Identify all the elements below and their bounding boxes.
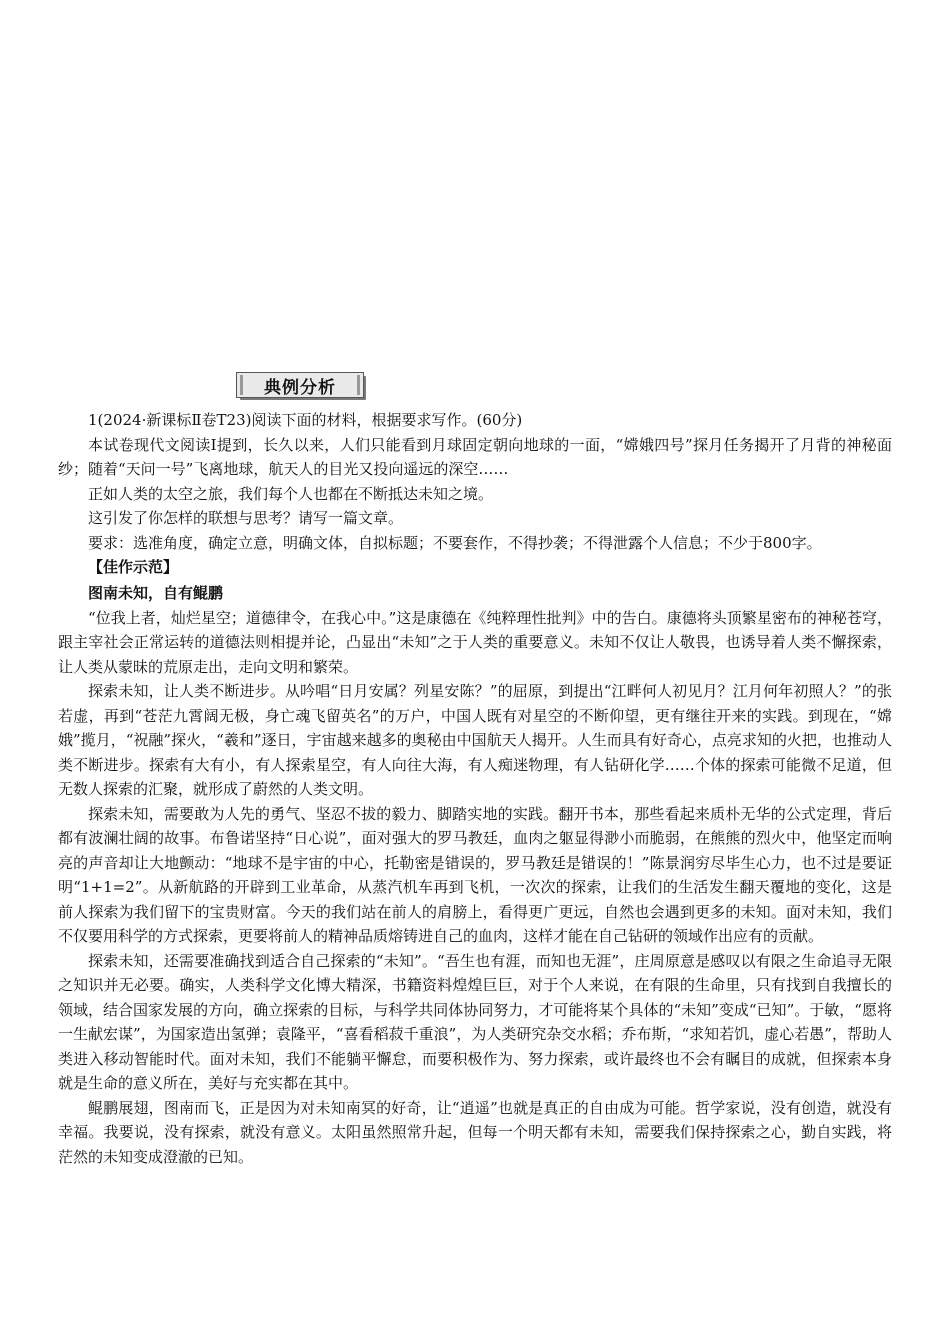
section-tag bbox=[236, 372, 370, 402]
essay-paragraph: “位我上者，灿烂星空；道德律令，在我心中。”这是康德在《纯粹理性批判》中的告白。康德将头顶繁星密布的神秘苍穹，跟主宰社会正常运转的道德法则相提并论，凸显出“未知”之于人类的重要意义。未知不仅让人敬畏，也诱导着人类不懈探索，让人类从蒙昧的荒原走出，走向文明和繁荣。 bbox=[58, 608, 892, 676]
essay-paragraph: 探索未知，还需要准确找到适合自己探索的“未知”。“吾生也有涯，而知也无涯”，庄周原意是感叹以有限之生命追寻无限之知识并无必要。确实，人类科学文化博大精深，书籍资料煌煌巨巨，对于个人来说，在有限的生命里，只有找到自我擅长的领域，结合国家发展的方向，确立探索的目标，与科学共同体协同努力，才可能将某个具体的“未知”变成“已知”。于敏，“愿将一生献宏谋”，为国家造出氢弹；袁隆平，“喜看稻菽千重浪”，为人类研究杂交水稻；乔布斯，“求知若饥，虚心若愚”，帮助人类进入移动智能时代。面对未知，我们不能躺平懈怠，而要积极作为、努力探索，或许最终也不会有瞩目的成就，但探索本身就是生命的意义所在，美好与充实都在其中。 bbox=[58, 951, 892, 1092]
sample-label: 【佳作示范】 bbox=[88, 558, 179, 576]
essay-paragraph: 探索未知，让人类不断进步。从吟唱“日月安属？列星安陈？”的屈原，到提出“江畔何人初见月？江月何年初照人？”的张若虚，再到“苍茫九霄阔无极，身亡魂飞留英名”的万户，中国人既有对星空的不断仰望，更有继往开来的实践。到现在，“嫦娥”揽月，“祝融”探火，“羲和”逐日，宇宙越来越多的奥秘由中国航天人揭开。人生而具有好奇心，点亮求知的火把，也推动人类不断进步。探索有大有小，有人探索星空，有人向往大海，有人痴迷物理，有人钻研化学……个体的探索可能微不足道，但无数人探索的汇聚，就形成了蔚然的人类文明。 bbox=[58, 682, 892, 798]
material-paragraph: 本试卷现代文阅读Ⅰ提到，长久以来，人们只能看到月球固定朝向地球的一面，“嫦娥四号”探月任务揭开了月背的神秘面纱；随着“天问一号”飞离地球，航天人的目光又投向遥远的深空…… bbox=[58, 435, 892, 478]
essay-paragraph: 探索未知，需要敢为人先的勇气、坚忍不拔的毅力、脚踏实地的实践。翻开书本，那些看起来质朴无华的公式定理，背后都有波澜壮阔的故事。布鲁诺坚持“日心说”，面对强大的罗马教廷，血肉之躯显得渺小而脆弱，在熊熊的烈火中，他坚定而响亮的声音却让大地颤动：“地球不是宇宙的中心，托勒密是错误的，罗马教廷是错误的！”陈景润穷尽毕生心力，也不过是要证明“1+1=2”。从新航路的开辟到工业革命，从蒸汽机车再到飞机，一次次的探索，让我们的生活发生翻天覆地的变化，这是前人探索为我们留下的宝贵财富。今天的我们站在前人的肩膀上，看得更广更远，自然也会遇到更多的未知。面对未知，我们不仅要用科学的方式探索，更要将前人的精神品质熔铸进自己的血肉，这样才能在自己钻研的领域作出应有的贡献。 bbox=[58, 804, 892, 945]
question-stem: 1(2024·新课标Ⅱ卷T23)阅读下面的材料，根据要求写作。(60分) bbox=[88, 411, 523, 429]
section-tag-label: 典例分析 bbox=[264, 377, 336, 398]
material-paragraph: 这引发了你怎样的联想与思考？请写一篇文章。 bbox=[88, 509, 404, 527]
essay-title: 图南未知，自有鲲鹏 bbox=[88, 583, 224, 602]
document-content bbox=[58, 408, 892, 1169]
material-paragraph: 要求：选准角度，确定立意，明确文体，自拟标题；不要套作，不得抄袭；不得泄露个人信息；不少于800字。 bbox=[88, 533, 822, 552]
section-tag-box bbox=[236, 372, 364, 398]
essay-paragraph: 鲲鹏展翅，图南而飞，正是因为对未知南冥的好奇，让“逍遥”也就是真正的自由成为可能。哲学家说，没有创造，就没有幸福。我要说，没有探索，就没有意义。太阳虽然照常升起，但每一个明天都有未知，需要我们保持探索之心，勤自实践，将茫然的未知变成澄澈的已知。 bbox=[58, 1098, 892, 1166]
material-paragraph: 正如人类的太空之旅，我们每个人也都在不断抵达未知之境。 bbox=[88, 484, 494, 503]
